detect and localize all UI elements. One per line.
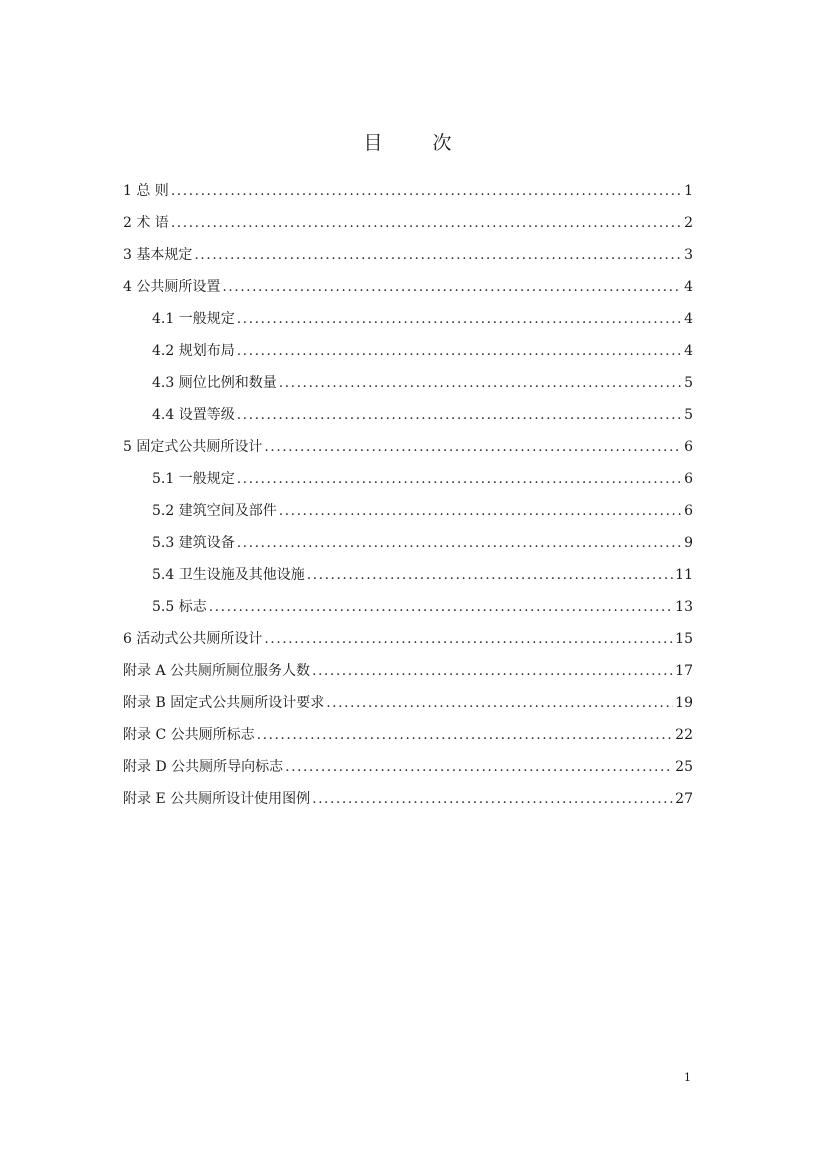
- toc-entry-page: 6: [684, 503, 693, 519]
- leader-dots: [237, 343, 682, 359]
- toc-entry-label[interactable]: 6 活动式公共厕所设计: [123, 631, 263, 647]
- toc-entry-label[interactable]: 5.2 建筑空间及部件: [152, 503, 277, 519]
- toc-subentry[interactable]: [123, 404, 693, 436]
- leader-dots: [237, 407, 682, 423]
- leader-dots: [209, 599, 673, 615]
- leader-dots: [171, 183, 682, 199]
- toc-entry-label[interactable]: 3 基本规定: [123, 247, 193, 263]
- leader-dots: [285, 759, 673, 775]
- toc-entry[interactable]: [123, 244, 693, 276]
- leader-dots: [279, 375, 682, 391]
- toc-subentry[interactable]: [123, 596, 693, 628]
- leader-dots: [237, 311, 682, 327]
- toc-entry[interactable]: [123, 212, 693, 244]
- toc-entry-page: 5: [684, 407, 693, 423]
- leader-dots: [194, 247, 682, 263]
- toc-entry-label[interactable]: 1 总 则: [123, 183, 169, 199]
- toc-entry[interactable]: [123, 276, 693, 308]
- leader-dots: [279, 503, 682, 519]
- toc-subentry[interactable]: [123, 500, 693, 532]
- table-of-contents: [123, 180, 693, 820]
- leader-dots: [257, 727, 674, 743]
- toc-entry-page: 1: [684, 183, 693, 199]
- toc-entry-page: 11: [675, 567, 693, 583]
- toc-entry-label[interactable]: 附录 A 公共厕所厕位服务人数: [123, 663, 311, 679]
- toc-entry[interactable]: [123, 724, 693, 756]
- toc-entry-label[interactable]: 附录 E 公共厕所设计使用图例: [123, 791, 311, 807]
- leader-dots: [312, 791, 673, 807]
- toc-entry-page: 4: [684, 279, 693, 295]
- toc-entry-label[interactable]: 5.5 标志: [152, 599, 207, 615]
- toc-entry[interactable]: [123, 692, 693, 724]
- toc-entry-label[interactable]: 4.1 一般规定: [152, 311, 235, 327]
- toc-entry[interactable]: [123, 436, 693, 468]
- toc-entry-label[interactable]: 5.4 卫生设施及其他设施: [152, 567, 305, 583]
- toc-entry-page: 9: [684, 535, 693, 551]
- toc-entry-page: 22: [675, 727, 693, 743]
- toc-subentry[interactable]: [123, 308, 693, 340]
- toc-entry-page: 5: [684, 375, 693, 391]
- leader-dots: [237, 535, 682, 551]
- toc-entry-label[interactable]: 2 术 语: [123, 215, 169, 231]
- toc-entry-label[interactable]: 4.2 规划布局: [152, 343, 235, 359]
- toc-entry-page: 4: [684, 343, 693, 359]
- leader-dots: [171, 215, 682, 231]
- toc-entry-label[interactable]: 5 固定式公共厕所设计: [123, 439, 263, 455]
- toc-title: 目 次: [363, 132, 474, 154]
- toc-subentry[interactable]: [123, 532, 693, 564]
- toc-entry-page: 17: [675, 663, 693, 679]
- toc-entry-page: 15: [675, 631, 693, 647]
- leader-dots: [264, 439, 682, 455]
- leader-dots: [222, 279, 682, 295]
- toc-entry[interactable]: [123, 628, 693, 660]
- toc-entry-page: 6: [684, 439, 693, 455]
- toc-subentry[interactable]: [123, 372, 693, 404]
- toc-entry-label[interactable]: 4.3 厕位比例和数量: [152, 375, 277, 391]
- toc-entry-label[interactable]: 附录 D 公共厕所导向标志: [123, 759, 284, 775]
- toc-subentry[interactable]: [123, 340, 693, 372]
- toc-entry-label[interactable]: 5.3 建筑设备: [152, 535, 235, 551]
- toc-entry-page: 6: [684, 471, 693, 487]
- toc-entry-label[interactable]: 4 公共厕所设置: [123, 279, 221, 295]
- page-number: 1: [684, 1071, 691, 1084]
- leader-dots: [237, 471, 682, 487]
- toc-subentry[interactable]: [123, 564, 693, 596]
- leader-dots: [326, 695, 673, 711]
- toc-entry-page: 25: [675, 759, 693, 775]
- toc-entry-page: 2: [684, 215, 693, 231]
- toc-entry-label[interactable]: 4.4 设置等级: [152, 407, 235, 423]
- toc-entry[interactable]: [123, 180, 693, 212]
- toc-entry[interactable]: [123, 660, 693, 692]
- leader-dots: [307, 567, 673, 583]
- leader-dots: [264, 631, 673, 647]
- leader-dots: [312, 663, 673, 679]
- toc-entry[interactable]: [123, 756, 693, 788]
- toc-entry-page: 4: [684, 311, 693, 327]
- toc-entry-label[interactable]: 附录 B 固定式公共厕所设计要求: [123, 695, 325, 711]
- toc-entry-page: 3: [684, 247, 693, 263]
- toc-entry[interactable]: [123, 788, 693, 820]
- toc-subentry[interactable]: [123, 468, 693, 500]
- toc-entry-label[interactable]: 附录 C 公共厕所标志: [123, 727, 255, 743]
- toc-entry-label[interactable]: 5.1 一般规定: [152, 471, 235, 487]
- toc-entry-page: 27: [675, 791, 693, 807]
- toc-entry-page: 13: [675, 599, 693, 615]
- toc-entry-page: 19: [675, 695, 693, 711]
